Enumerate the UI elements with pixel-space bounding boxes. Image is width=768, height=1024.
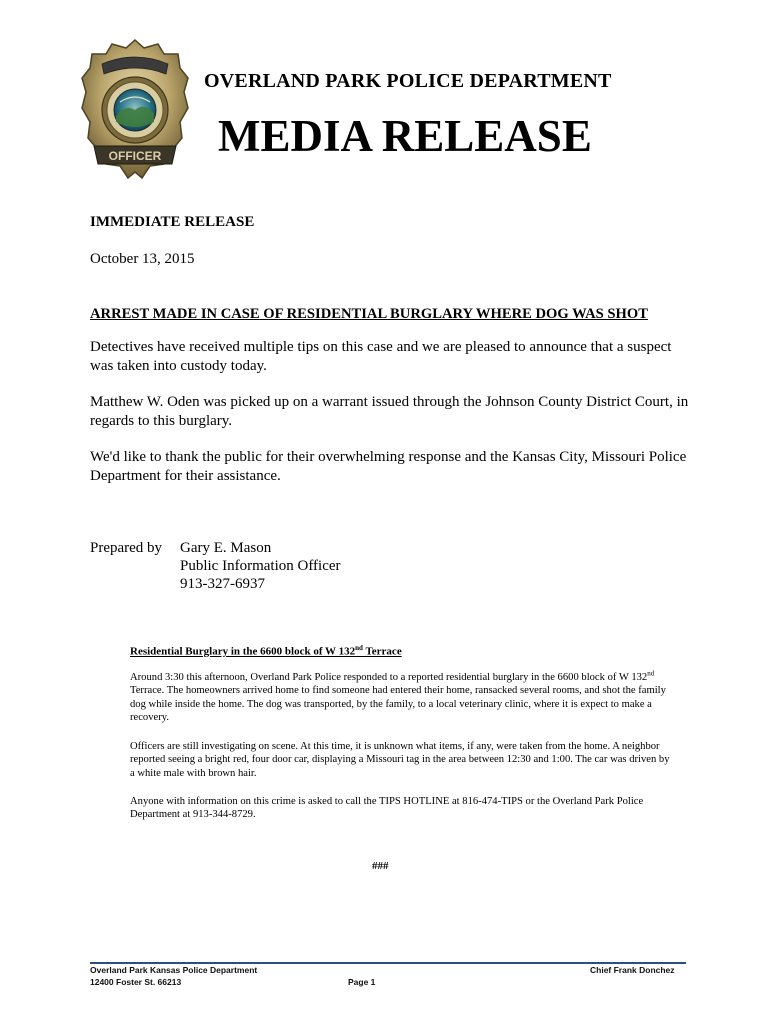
prepared-by-label: Prepared by bbox=[90, 540, 163, 556]
contact-phone: 913-327-6937 bbox=[180, 576, 265, 592]
footer-chief: Chief Frank Donchez bbox=[590, 965, 675, 975]
previous-release-paragraph: Anyone with information on this crime is asked to call the TIPS HOTLINE at 816-474-TIPS or the Overland Park Police Department at 913-344-8729. bbox=[130, 796, 644, 821]
svg-text:OFFICER: OFFICER bbox=[108, 149, 162, 163]
body-paragraph: We'd like to thank the public for their overwhelming response and the Kansas City, Missouri Police Department for their assistance. bbox=[90, 449, 687, 484]
contact-name: Gary E. Mason bbox=[180, 540, 272, 556]
release-headline: ARREST MADE IN CASE OF RESIDENTIAL BURGLARY WHERE DOG WAS SHOT bbox=[90, 306, 648, 322]
footer-divider bbox=[90, 962, 686, 964]
body-paragraph: Detectives have received multiple tips on this case and we are pleased to announce that a suspect was taken into custody today. bbox=[90, 339, 672, 374]
police-badge-logo bbox=[80, 38, 190, 180]
release-date: October 13, 2015 bbox=[90, 251, 195, 267]
release-type: IMMEDIATE RELEASE bbox=[90, 214, 255, 230]
document-title: MEDIA RELEASE bbox=[218, 111, 592, 161]
previous-release-paragraph: Officers are still investigating on scene. At this time, it is unknown what items, if any, were taken from the home. A neighbor reported seeing a bright red, four door car, displaying a Missouri tag in the area between 12:30 and 1:00. The car was driven by a white male with brown hair. bbox=[130, 741, 670, 779]
page-number: Page 1 bbox=[348, 977, 376, 987]
footer-department: Overland Park Kansas Police Department bbox=[90, 965, 258, 975]
body-paragraph: Matthew W. Oden was picked up on a warrant issued through the Johnson County District Court, in regards to this burglary. bbox=[90, 394, 689, 429]
end-mark: ### bbox=[372, 860, 389, 872]
department-name: OVERLAND PARK POLICE DEPARTMENT bbox=[204, 70, 612, 92]
footer-address: 12400 Foster St. 66213 bbox=[90, 977, 182, 987]
contact-title: Public Information Officer bbox=[180, 558, 341, 574]
previous-release-headline: Residential Burglary in the 6600 block of W 132nd Terrace bbox=[130, 644, 402, 658]
badge-icon bbox=[80, 38, 190, 180]
previous-release-paragraph: Around 3:30 this afternoon, Overland Park Police responded to a reported residential burglary in the 6600 block of W 132nd Terrace. The homeowners arrived home to find someone had entered their home, ransacked several rooms, and shot the family dog while inside the home. The dog was transported, by the family, to a local veterinary clinic, where it is expect to make a recovery. bbox=[130, 669, 666, 724]
